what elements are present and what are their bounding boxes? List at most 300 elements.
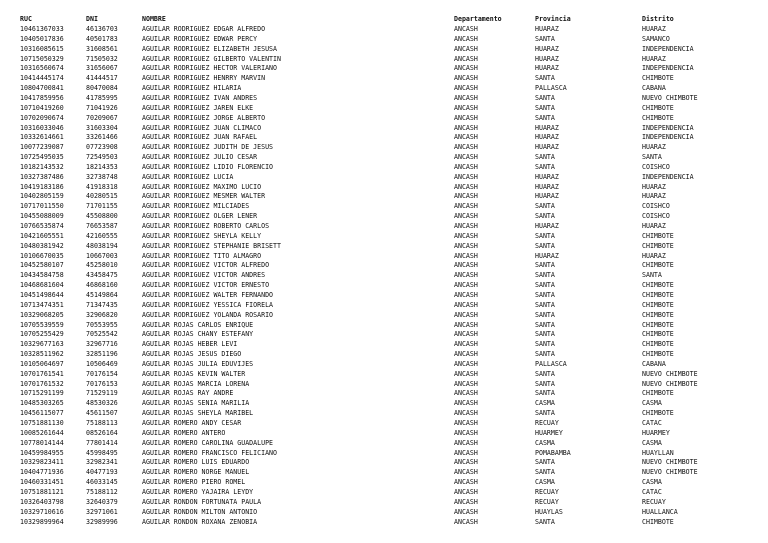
cell-provincia: HUARAZ (535, 222, 559, 230)
cell-distrito: RECUAY (642, 497, 666, 506)
table-row (0, 349, 768, 359)
cell-distrito: NUEVO CHIMBOTE (642, 93, 698, 102)
cell-ruc: 10705255429 (20, 330, 64, 339)
cell-departamento: ANCASH (454, 44, 478, 53)
cell-ruc: 10451498644 (20, 290, 64, 299)
cell-distrito: NUEVO CHIMBOTE (642, 369, 698, 378)
cell-provincia: SANTA (535, 103, 555, 112)
column-header-provincia: Provincia (535, 15, 571, 23)
cell-nombre: AGUILAR ROJAS KEVIN WALTER (142, 369, 246, 378)
cell-dni: 48530326 (86, 399, 118, 408)
cell-provincia: SANTA (535, 369, 555, 378)
table-row (0, 44, 768, 54)
cell-nombre: AGUILAR RODRIGUEZ ROBERTO CARLOS (142, 222, 270, 230)
cell-dni: 70176154 (86, 369, 118, 378)
cell-nombre: AGUILAR RODRIGUEZ STEPHANIE BRISETT (142, 241, 281, 250)
cell-distrito: CHIMBOTE (642, 74, 674, 83)
cell-ruc: 10405017836 (20, 34, 64, 43)
cell-departamento: ANCASH (454, 468, 478, 477)
table-row (0, 290, 768, 300)
cell-distrito: CHIMBOTE (642, 281, 674, 290)
cell-nombre: AGUILAR ROMERO YAJAIRA LEYDY (142, 487, 254, 496)
column-header-dni: DNI (86, 15, 98, 23)
cell-nombre: AGUILAR RONDON FORTUNATA PAULA (142, 497, 262, 506)
cell-provincia: SANTA (535, 320, 555, 329)
cell-provincia: SANTA (535, 330, 555, 339)
cell-ruc: 10326403798 (20, 497, 64, 506)
cell-provincia: HUAYLAS (535, 507, 563, 516)
table-row (0, 152, 768, 162)
cell-departamento: ANCASH (454, 261, 478, 270)
cell-ruc: 10480381942 (20, 241, 64, 250)
cell-distrito: CHIMBOTE (642, 231, 674, 240)
cell-ruc: 10701761541 (20, 369, 64, 378)
cell-ruc: 10717011550 (20, 202, 64, 211)
table-row (0, 477, 768, 487)
cell-dni: 32967716 (86, 340, 118, 349)
cell-distrito: CHIMBOTE (642, 409, 674, 418)
table-row (0, 191, 768, 201)
cell-departamento: ANCASH (454, 310, 478, 319)
cell-nombre: AGUILAR RODRIGUEZ VICTOR ANDRES (142, 271, 266, 280)
cell-nombre: AGUILAR ROMERO CAROLINA GUADALUPE (142, 438, 274, 447)
cell-nombre: AGUILAR RODRIGUEZ LUCIA (142, 172, 234, 181)
cell-ruc: 10332614661 (20, 133, 64, 142)
table-header (0, 14, 768, 24)
cell-dni: 32851196 (86, 350, 118, 359)
cell-departamento: ANCASH (454, 25, 478, 33)
cell-dni: 10506469 (86, 359, 118, 368)
cell-distrito: HUARAZ (642, 143, 666, 152)
cell-departamento: ANCASH (454, 389, 478, 398)
cell-departamento: ANCASH (454, 123, 478, 132)
cell-provincia: PALLASCA (535, 359, 567, 368)
cell-nombre: AGUILAR RODRIGUEZ VICTOR ERNESTO (142, 281, 270, 290)
cell-dni: 32738748 (86, 172, 118, 181)
cell-nombre: AGUILAR ROJAS CHANY ESTEFANY (142, 330, 254, 339)
table-row (0, 418, 768, 428)
cell-provincia: SANTA (535, 153, 555, 162)
cell-distrito: CHIMBOTE (642, 103, 674, 112)
cell-provincia: SANTA (535, 290, 555, 299)
cell-ruc: 10316085615 (20, 44, 64, 53)
cell-ruc: 10417859956 (20, 93, 64, 102)
cell-provincia: HUARAZ (535, 172, 559, 181)
cell-dni: 46033145 (86, 478, 118, 487)
table-row (0, 123, 768, 133)
cell-nombre: AGUILAR RODRIGUEZ YOLANDA ROSARIO (142, 310, 274, 319)
cell-departamento: ANCASH (454, 182, 478, 191)
cell-provincia: RECUAY (535, 419, 559, 427)
table-row (0, 388, 768, 398)
cell-dni: 31608561 (86, 44, 118, 53)
cell-departamento: ANCASH (454, 330, 478, 339)
cell-departamento: ANCASH (454, 290, 478, 299)
cell-provincia: SANTA (535, 231, 555, 240)
cell-ruc: 10182143532 (20, 162, 64, 171)
cell-nombre: AGUILAR ROJAS JESUS DIEGO (142, 350, 242, 359)
cell-ruc: 10713474351 (20, 300, 64, 309)
cell-ruc: 10459984955 (20, 448, 64, 457)
cell-provincia: SANTA (535, 241, 555, 250)
table-row (0, 448, 768, 458)
cell-distrito: CATAC (642, 419, 662, 427)
cell-dni: 45258010 (86, 261, 118, 270)
column-header-departamento: Departamento (454, 15, 502, 23)
cell-nombre: AGUILAR RODRIGUEZ HENRRY MARVIN (142, 74, 266, 83)
table-row (0, 359, 768, 369)
cell-distrito: CHIMBOTE (642, 517, 674, 526)
cell-departamento: ANCASH (454, 103, 478, 112)
cell-dni: 71529119 (86, 389, 118, 398)
cell-departamento: ANCASH (454, 281, 478, 290)
cell-ruc: 10701761532 (20, 379, 64, 388)
cell-provincia: PALLASCA (535, 84, 567, 93)
cell-nombre: AGUILAR RODRIGUEZ JULIO CESAR (142, 153, 258, 162)
cell-dni: 71701155 (86, 202, 118, 211)
cell-distrito: CHIMBOTE (642, 330, 674, 339)
cell-dni: 45611507 (86, 409, 118, 418)
cell-nombre: AGUILAR RODRIGUEZ JUAN CLIMACO (142, 123, 262, 132)
table-row (0, 497, 768, 507)
cell-dni: 41918318 (86, 182, 118, 191)
cell-provincia: SANTA (535, 389, 555, 398)
cell-provincia: SANTA (535, 379, 555, 388)
cell-dni: 46868160 (86, 281, 118, 290)
cell-ruc: 10456115077 (20, 409, 64, 418)
cell-departamento: ANCASH (454, 241, 478, 250)
cell-ruc: 10460331451 (20, 478, 64, 487)
cell-departamento: ANCASH (454, 300, 478, 309)
cell-dni: 75188112 (86, 487, 118, 496)
cell-nombre: AGUILAR RODRIGUEZ WALTER FERNANDO (142, 290, 274, 299)
cell-ruc: 10778014144 (20, 438, 64, 447)
cell-dni: 71347435 (86, 300, 118, 309)
cell-provincia: HUARAZ (535, 123, 559, 132)
cell-provincia: SANTA (535, 212, 555, 221)
cell-dni: 80470084 (86, 84, 118, 93)
cell-ruc: 10316560674 (20, 64, 64, 73)
cell-nombre: AGUILAR RONDON MILTON ANTONIO (142, 507, 258, 516)
table-row (0, 487, 768, 497)
cell-dni: 41785995 (86, 93, 118, 102)
cell-nombre: AGUILAR ROJAS SENIA MARILIA (142, 399, 250, 408)
cell-departamento: ANCASH (454, 162, 478, 171)
cell-nombre: AGUILAR RODRIGUEZ JORGE ALBERTO (142, 113, 266, 122)
cell-dni: 32640379 (86, 497, 118, 506)
cell-dni: 10667003 (86, 251, 118, 260)
cell-nombre: AGUILAR RODRIGUEZ VICTOR ALFREDO (142, 261, 270, 270)
cell-departamento: ANCASH (454, 231, 478, 240)
cell-provincia: SANTA (535, 340, 555, 349)
cell-ruc: 10710419260 (20, 103, 64, 112)
cell-provincia: RECUAY (535, 497, 559, 506)
table-row (0, 103, 768, 113)
cell-nombre: AGUILAR ROJAS RAY ANDRE (142, 389, 234, 398)
cell-distrito: NUEVO CHIMBOTE (642, 458, 698, 467)
cell-departamento: ANCASH (454, 517, 478, 526)
cell-nombre: AGUILAR RONDON ROXANA ZENOBIA (142, 517, 258, 526)
cell-dni: 40477193 (86, 468, 118, 477)
cell-provincia: HUARAZ (535, 133, 559, 142)
cell-nombre: AGUILAR RODRIGUEZ MILCIADES (142, 202, 250, 211)
cell-nombre: AGUILAR ROMERO LUIS EDUARDO (142, 458, 250, 467)
cell-nombre: AGUILAR RODRIGUEZ OLGER LENER (142, 212, 258, 221)
cell-provincia: CASMA (535, 399, 555, 408)
column-header-nombre: NOMBRE (142, 15, 166, 23)
cell-distrito: INDEPENDENCIA (642, 133, 694, 142)
cell-departamento: ANCASH (454, 448, 478, 457)
table-row (0, 251, 768, 261)
table-row (0, 113, 768, 123)
cell-dni: 70209067 (86, 113, 118, 122)
cell-nombre: AGUILAR ROJAS HEBER LEVI (142, 340, 238, 349)
cell-distrito: NUEVO CHIMBOTE (642, 379, 698, 388)
table-row (0, 231, 768, 241)
cell-dni: 72549503 (86, 153, 118, 162)
table-row (0, 142, 768, 152)
cell-nombre: AGUILAR RODRIGUEZ LIDIO FLORENCIO (142, 162, 274, 171)
table-row (0, 63, 768, 73)
cell-distrito: HUARMEY (642, 428, 670, 437)
cell-departamento: ANCASH (454, 379, 478, 388)
table-row (0, 162, 768, 172)
cell-distrito: CHIMBOTE (642, 300, 674, 309)
cell-departamento: ANCASH (454, 340, 478, 349)
cell-provincia: SANTA (535, 271, 555, 280)
cell-distrito: CASMA (642, 399, 662, 408)
cell-ruc: 10434584758 (20, 271, 64, 280)
cell-distrito: INDEPENDENCIA (642, 44, 694, 53)
cell-departamento: ANCASH (454, 438, 478, 447)
table-row (0, 73, 768, 83)
cell-provincia: SANTA (535, 162, 555, 171)
cell-departamento: ANCASH (454, 54, 478, 63)
table-row (0, 201, 768, 211)
cell-distrito: CASMA (642, 478, 662, 487)
table-row (0, 241, 768, 251)
cell-departamento: ANCASH (454, 507, 478, 516)
cell-distrito: HUARAZ (642, 192, 666, 201)
cell-departamento: ANCASH (454, 64, 478, 73)
cell-dni: 75188113 (86, 419, 118, 427)
cell-departamento: ANCASH (454, 497, 478, 506)
cell-departamento: ANCASH (454, 222, 478, 230)
cell-nombre: AGUILAR RODRIGUEZ GILBERTO VALENTIN (142, 54, 281, 63)
table-row (0, 132, 768, 142)
cell-distrito: CHIMBOTE (642, 320, 674, 329)
cell-distrito: INDEPENDENCIA (642, 123, 694, 132)
cell-distrito: HUARAZ (642, 25, 666, 33)
cell-ruc: 10804700841 (20, 84, 64, 93)
table-row (0, 93, 768, 103)
cell-nombre: AGUILAR RODRIGUEZ YESSICA FIORELA (142, 300, 274, 309)
cell-ruc: 10414445174 (20, 74, 64, 83)
table-row (0, 54, 768, 64)
cell-distrito: CHIMBOTE (642, 350, 674, 359)
cell-nombre: AGUILAR RODRIGUEZ ELIZABETH JESUSA (142, 44, 277, 53)
cell-distrito: INDEPENDENCIA (642, 172, 694, 181)
cell-dni: 45508800 (86, 212, 118, 221)
cell-distrito: COISHCO (642, 202, 670, 211)
cell-departamento: ANCASH (454, 192, 478, 201)
cell-ruc: 10419183186 (20, 182, 64, 191)
cell-departamento: ANCASH (454, 320, 478, 329)
table-row (0, 379, 768, 389)
cell-departamento: ANCASH (454, 74, 478, 83)
cell-departamento: ANCASH (454, 350, 478, 359)
cell-departamento: ANCASH (454, 251, 478, 260)
cell-departamento: ANCASH (454, 143, 478, 152)
cell-distrito: SANTA (642, 271, 662, 280)
cell-provincia: SANTA (535, 113, 555, 122)
cell-provincia: POMABAMBA (535, 448, 571, 457)
cell-ruc: 10328511962 (20, 350, 64, 359)
cell-ruc: 10452580107 (20, 261, 64, 270)
cell-distrito: SANTA (642, 153, 662, 162)
cell-provincia: SANTA (535, 300, 555, 309)
cell-departamento: ANCASH (454, 369, 478, 378)
cell-dni: 71041926 (86, 103, 118, 112)
cell-provincia: SANTA (535, 261, 555, 270)
table-row (0, 24, 768, 34)
cell-dni: 08526164 (86, 428, 118, 437)
cell-distrito: CASMA (642, 438, 662, 447)
table-row (0, 428, 768, 438)
cell-distrito: INDEPENDENCIA (642, 64, 694, 73)
cell-ruc: 10105064697 (20, 359, 64, 368)
cell-dni: 45998495 (86, 448, 118, 457)
table-row (0, 320, 768, 330)
table-row (0, 34, 768, 44)
cell-departamento: ANCASH (454, 133, 478, 142)
cell-nombre: AGUILAR ROJAS MARCIA LORENA (142, 379, 250, 388)
table-row (0, 369, 768, 379)
cell-distrito: HUARAZ (642, 222, 666, 230)
table-row (0, 211, 768, 221)
table-row (0, 221, 768, 231)
cell-provincia: SANTA (535, 202, 555, 211)
cell-distrito: CHIMBOTE (642, 261, 674, 270)
cell-ruc: 10715291199 (20, 389, 64, 398)
column-header-distrito: Distrito (642, 15, 674, 23)
cell-ruc: 10404771936 (20, 468, 64, 477)
table-row (0, 339, 768, 349)
cell-dni: 32989996 (86, 517, 118, 526)
cell-dni: 71505032 (86, 54, 118, 63)
cell-departamento: ANCASH (454, 271, 478, 280)
cell-dni: 46136703 (86, 25, 118, 33)
cell-ruc: 10106670035 (20, 251, 64, 260)
cell-ruc: 10715050329 (20, 54, 64, 63)
cell-nombre: AGUILAR RODRIGUEZ JAREN ELKE (142, 103, 254, 112)
cell-dni: 70553955 (86, 320, 118, 329)
cell-nombre: AGUILAR ROMERO PIERO ROMEL (142, 478, 246, 487)
cell-distrito: CHIMBOTE (642, 389, 674, 398)
cell-distrito: CHIMBOTE (642, 290, 674, 299)
cell-provincia: SANTA (535, 74, 555, 83)
cell-nombre: AGUILAR RODRIGUEZ HECTOR VALERIANO (142, 64, 277, 73)
cell-dni: 41444517 (86, 74, 118, 83)
cell-departamento: ANCASH (454, 84, 478, 93)
cell-ruc: 10329823411 (20, 458, 64, 467)
cell-ruc: 10329068205 (20, 310, 64, 319)
cell-provincia: CASMA (535, 438, 555, 447)
cell-departamento: ANCASH (454, 34, 478, 43)
table-row (0, 310, 768, 320)
cell-dni: 32906820 (86, 310, 118, 319)
cell-dni: 70176153 (86, 379, 118, 388)
cell-provincia: HUARAZ (535, 25, 559, 33)
cell-departamento: ANCASH (454, 478, 478, 487)
cell-nombre: AGUILAR RODRIGUEZ EDWAR PERCY (142, 34, 258, 43)
table-row (0, 182, 768, 192)
cell-dni: 32971061 (86, 507, 118, 516)
cell-ruc: 10751881121 (20, 487, 64, 496)
cell-provincia: HUARMEY (535, 428, 563, 437)
cell-departamento: ANCASH (454, 359, 478, 368)
cell-ruc: 10327387486 (20, 172, 64, 181)
cell-distrito: HUARAZ (642, 182, 666, 191)
cell-departamento: ANCASH (454, 153, 478, 162)
cell-departamento: ANCASH (454, 212, 478, 221)
cell-ruc: 10461367033 (20, 25, 64, 33)
table-row (0, 398, 768, 408)
cell-ruc: 10766535874 (20, 222, 64, 230)
cell-departamento: ANCASH (454, 113, 478, 122)
cell-nombre: AGUILAR RODRIGUEZ EDGAR ALFREDO (142, 25, 266, 33)
cell-provincia: SANTA (535, 468, 555, 477)
table-row (0, 329, 768, 339)
cell-distrito: CATAC (642, 487, 662, 496)
cell-dni: 43458475 (86, 271, 118, 280)
cell-provincia: CASMA (535, 478, 555, 487)
cell-departamento: ANCASH (454, 419, 478, 427)
cell-provincia: SANTA (535, 310, 555, 319)
cell-provincia: HUARAZ (535, 182, 559, 191)
cell-departamento: ANCASH (454, 172, 478, 181)
cell-dni: 33261466 (86, 133, 118, 142)
cell-provincia: HUARAZ (535, 64, 559, 73)
cell-departamento: ANCASH (454, 93, 478, 102)
cell-distrito: CABANA (642, 359, 666, 368)
table-row (0, 408, 768, 418)
cell-provincia: HUARAZ (535, 44, 559, 53)
cell-provincia: HUARAZ (535, 54, 559, 63)
cell-departamento: ANCASH (454, 399, 478, 408)
cell-dni: 48038194 (86, 241, 118, 250)
cell-ruc: 10485303265 (20, 399, 64, 408)
cell-provincia: SANTA (535, 517, 555, 526)
cell-dni: 31656067 (86, 64, 118, 73)
cell-dni: 40501783 (86, 34, 118, 43)
cell-nombre: AGUILAR ROJAS SHEYLA MARIBEL (142, 409, 254, 418)
cell-dni: 76653587 (86, 222, 118, 230)
cell-dni: 07723908 (86, 143, 118, 152)
cell-ruc: 10077239087 (20, 143, 64, 152)
cell-provincia: SANTA (535, 350, 555, 359)
cell-nombre: AGUILAR RODRIGUEZ MAXIMO LUCIO (142, 182, 262, 191)
cell-ruc: 10705539559 (20, 320, 64, 329)
cell-dni: 32982341 (86, 458, 118, 467)
cell-ruc: 10468681604 (20, 281, 64, 290)
cell-nombre: AGUILAR RODRIGUEZ JUDITH DE JESUS (142, 143, 274, 152)
cell-ruc: 10085261644 (20, 428, 64, 437)
cell-ruc: 10329677163 (20, 340, 64, 349)
cell-nombre: AGUILAR ROMERO ANTERO (142, 428, 226, 437)
cell-dni: 42160555 (86, 231, 118, 240)
cell-ruc: 10702090674 (20, 113, 64, 122)
